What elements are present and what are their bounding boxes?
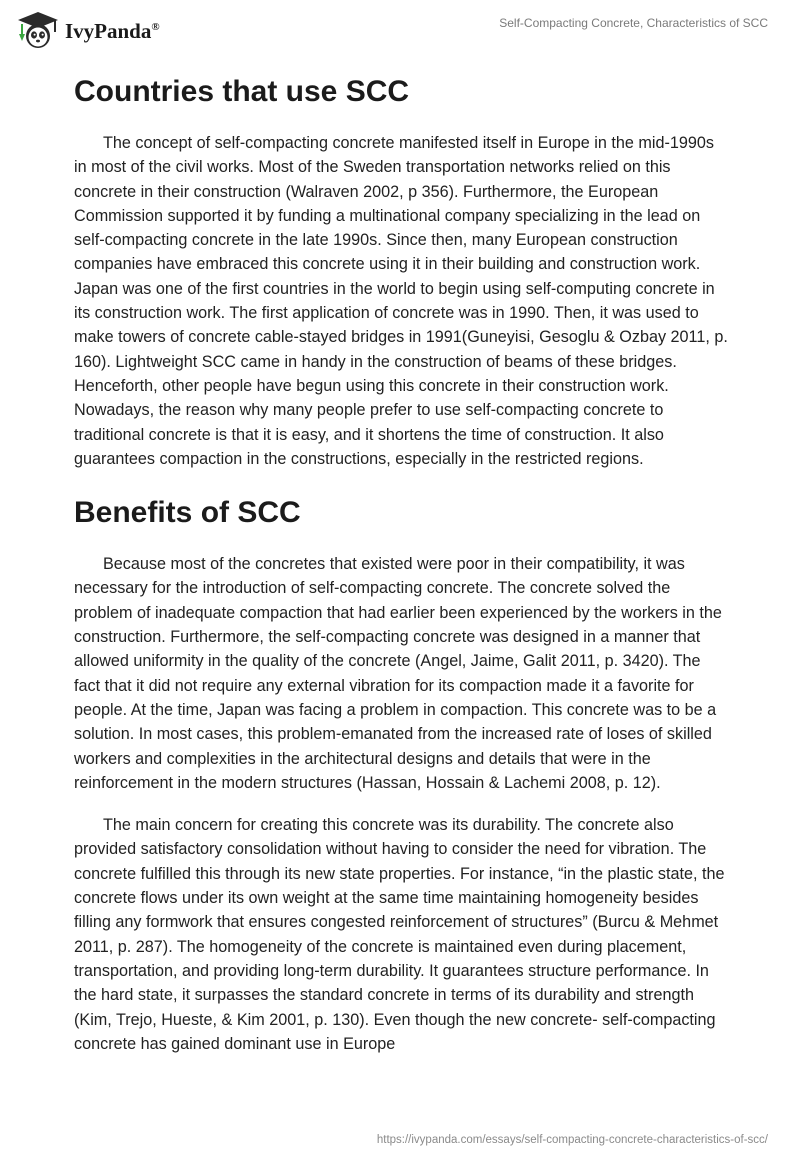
brand-name: IvyPanda® — [65, 18, 160, 43]
panda-logo-icon — [16, 10, 60, 50]
running-title: Self-Compacting Concrete, Characteristics of SCC — [499, 16, 768, 30]
brand-logo[interactable] — [16, 10, 160, 50]
paragraph: Because most of the concretes that existed were poor in their compatibility, it was necessary for the introduction of self-compacting concrete. The concrete solved the problem of inadequate compaction that had earlier been experienced by the workers in the construction. Furthermore, the self-compacting concrete was designed in a manner that allowed uniformity in the quality of the concrete (Angel, Jaime, Galit 2011, p. 3420). The fact that it did not require any external vibration for its compaction made it a favorite for people. At the time, Japan was facing a problem in compaction. This concrete was to be a solution. In most cases, this problem-emanated from the increased rate of loses of skilled workers and complexities in the architectural designs and details that were in the reinforcement in the modern structures (Hassan, Hossain & Lachemi 2008, p. 12). — [74, 555, 722, 792]
paragraph: The main concern for creating this concrete was its durability. The concrete also provided satisfactory consolidation without having to consider the need for vibration. The concrete fulfilled this through its new state properties. For instance, “in the plastic state, the concrete flows under its own weight at the same time maintaining homogeneity besides filling any formwork that ensures congested reinforcement of structures” (Burcu & Mehmet 2011, p. 287). The homogeneity of the concrete is maintained even during placement, transportation, and providing long-term durability. It guarantees structure performance. In the hard state, it surpasses the standard concrete in terms of its durability and strength (Kim, Trejo, Hueste, & Kim 2001, p. 130). Even though the new concrete- self-compacting concrete has gained dominant use in Europe — [74, 816, 725, 1053]
essay-content — [74, 72, 728, 1056]
source-url-link[interactable]: https://ivypanda.com/essays/self-compacting-concrete-characteristics-of-scc/ — [376, 1134, 768, 1146]
page-header — [0, 0, 800, 60]
section-heading-benefits: Benefits of SCC — [74, 496, 301, 530]
paragraph: The concept of self-compacting concrete manifested itself in Europe in the mid-1990s in most of the civil works. Most of the Sweden transportation networks relied on this concrete in their construction (Walraven 2002, p 356). Furthermore, the European Commission supported it by funding a multinational company specializing in the lead on self-compacting concrete in the late 1990s. Since then, many European construction companies have embraced this concrete using it in their building and construction work. Japan was one of the first countries in the world to begin using self-computing concrete in its construction work. The first application of concrete was in 1990. Then, it was used to make towers of concrete cable-stayed bridges in 1991(Guneyisi, Gesoglu & Ozbay 2011, p. 160). Lightweight SCC came in handy in the construction of beams of these bridges. Henceforth, other people have begun using this concrete in their construction work. Nowadays, the reason why many people prefer to use self-compacting concrete to traditional concrete is that it is easy, and it shortens the time of construction. It also guarantees compaction in the constructions, especially in the restricted regions. — [74, 134, 728, 468]
section-heading-countries: Countries that use SCC — [74, 75, 410, 108]
